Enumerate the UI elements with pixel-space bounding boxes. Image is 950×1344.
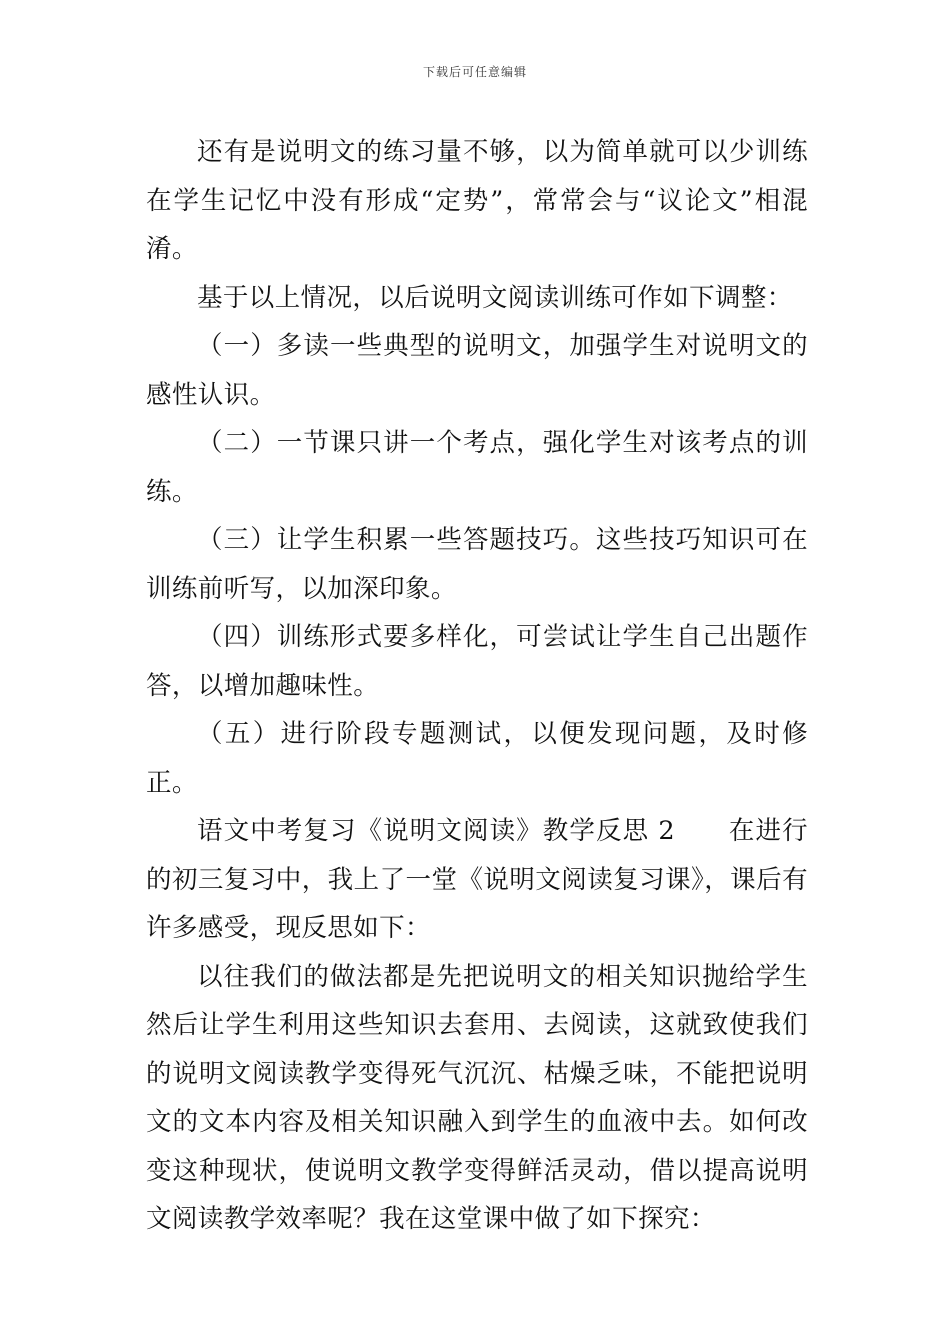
paragraph: （三）让学生积累一些答题技巧。这些技巧知识可在训练前听写，以加深印象。: [146, 525, 808, 604]
paragraph: （五）进行阶段专题测试，以便发现问题，及时修正。: [146, 719, 808, 798]
page-header: 下载后可任意编辑: [422, 65, 527, 79]
paragraph: 基于以上情况，以后说明文阅读训练可作如下调整：: [197, 282, 793, 313]
document-body: [146, 128, 808, 1244]
paragraph: 还有是说明文的练习量不够，以为简单就可以少训练在学生记忆中没有形成“定势”，常常会与“议论文”相混淆。: [146, 137, 808, 264]
paragraph: （四）训练形式要多样化，可尝试让学生自己出题作答，以增加趣味性。: [146, 622, 808, 701]
paragraph: （一）多读一些典型的说明文，加强学生对说明文的感性认识。: [146, 331, 808, 410]
paragraph: 语文中考复习《说明文阅读》教学反思 2 在进行的初三复习中，我上了一堂《说明文阅读复习课》，课后有许多感受，现反思如下：: [146, 816, 808, 943]
paragraph: （二）一节课只讲一个考点，强化学生对该考点的训练。: [146, 428, 808, 507]
paragraph: 以往我们的做法都是先把说明文的相关知识抛给学生然后让学生利用这些知识去套用、去阅读，这就致使我们的说明文阅读教学变得死气沉沉、枯燥乏味，不能把说明文的文本内容及相关知识融入到学生的血液中去。如何改变这种现状，使说明文教学变得鲜活灵动，借以提高说明文阅读教学效率呢？我在这堂课中做了如下探究：: [146, 961, 808, 1234]
